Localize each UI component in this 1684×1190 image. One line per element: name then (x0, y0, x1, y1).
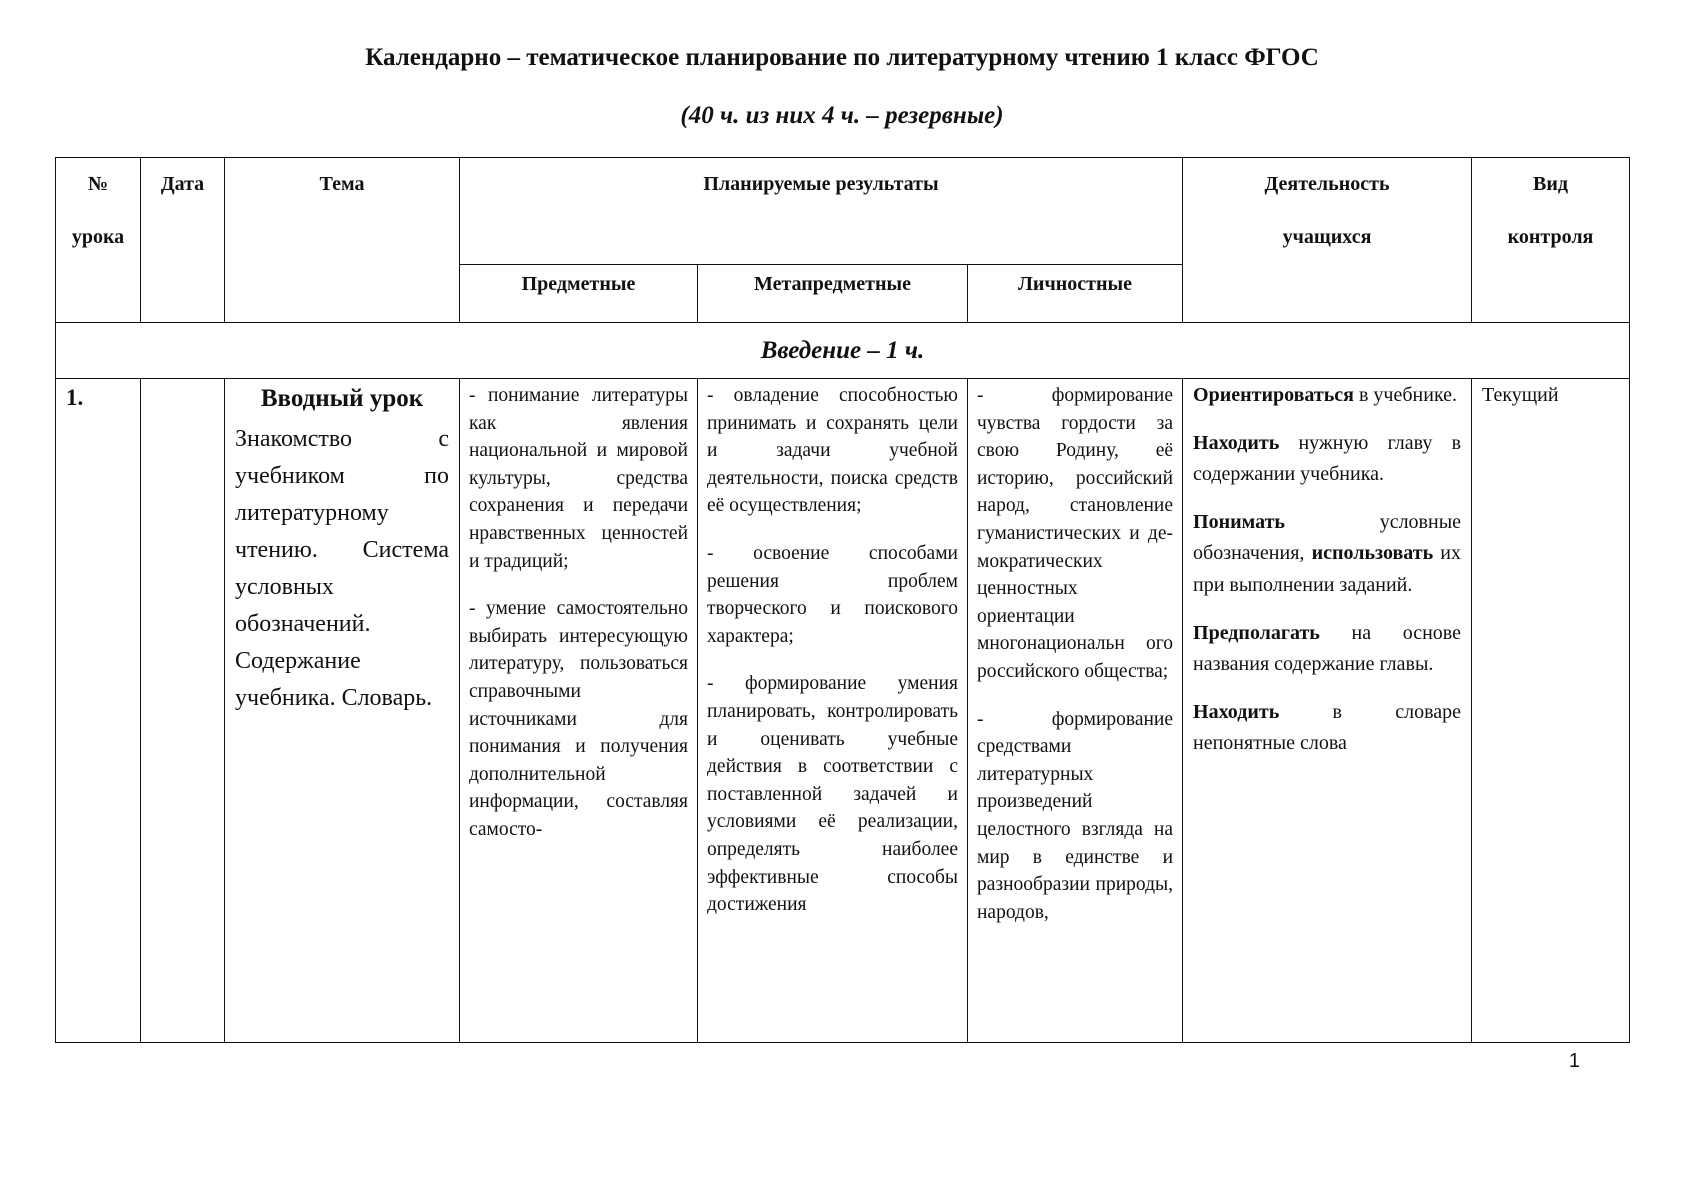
activity-verb: Находить (1193, 431, 1280, 454)
header-planned-results (460, 158, 1183, 265)
control-type (1472, 379, 1630, 1043)
topic-title: Вводный урок (260, 385, 424, 412)
header-date (141, 158, 225, 323)
subject-results (460, 379, 698, 1043)
header-num-line1: № (87, 173, 109, 195)
activity-item (1193, 380, 1461, 412)
lesson-number: 1. (56, 379, 141, 1043)
header-activity-line2: учащихся (1282, 226, 1372, 248)
activity-text: условные обозначения, (1193, 510, 1462, 565)
planning-table (55, 157, 1630, 1043)
activity-verb: Находить (1193, 700, 1280, 723)
personal-item: - формирование чувства гордости за свою Родину, её историю, российский народ, становление гуманистических и демократических ценностных ориентации многонациональн ого российского общества; (977, 385, 1174, 682)
header-subject: Предметные (460, 265, 698, 323)
section-title: Введение – 1 ч. (56, 323, 1630, 379)
header-topic (225, 158, 460, 323)
header-activity (1183, 158, 1472, 323)
activity-verb: Предполагать (1193, 621, 1320, 644)
header-meta: Метапредметные (698, 265, 968, 323)
personal-item: - формирование средствами литературных произведений целостного взгляда на мир в единстве и разнообразии природы, народов, (977, 708, 1174, 923)
document-subtitle: (40 ч. из них 4 ч. – резервные) (680, 102, 1004, 129)
header-lesson-number (56, 158, 141, 323)
activity-text: нужную главу в содержании учебника. (1193, 431, 1462, 486)
activity-text: в словаре непонятные слова (1193, 700, 1462, 755)
subject-item: - умение самостоятельно выбирать интересующую литературу, пользоваться справочными источниками для понимания и получения дополнительной информации, составляя самосто- (469, 598, 688, 840)
meta-item: - освоение способами решения проблем творческого и поискового характера; (707, 542, 958, 647)
subject-item: - понимание литературы как явления национальной и мировой культуры, средства сохранения и передачи нравственных ценностей и традиций; (469, 385, 688, 572)
activity-item (1193, 618, 1461, 681)
meta-item: - формирование умения планировать, контролировать и оценивать учебные действия в соответствии с поставленной задачей и условиями её реализации, определять наиболее эффективные способы достижения (707, 673, 958, 916)
lesson-topic (225, 379, 460, 1043)
student-activities (1183, 379, 1472, 1043)
header-control-line1: Вид (1533, 173, 1568, 195)
activity-item (1193, 697, 1461, 760)
table-row (56, 379, 1630, 1043)
activity-text: в учебнике. (1353, 384, 1458, 406)
activity-item (1193, 428, 1461, 491)
lesson-date (141, 379, 225, 1043)
section-row (56, 323, 1630, 379)
document-title: Календарно – тематическое планирование по литературному чтению 1 класс ФГОС (365, 44, 1319, 71)
activity-text: на основе названия содержание главы. (1193, 621, 1462, 676)
page-number: 1 (1568, 1050, 1580, 1072)
header-topic-label: Тема (319, 173, 365, 195)
activity-verb: использовать (1311, 542, 1434, 565)
header-control-line2: контроля (1507, 226, 1594, 248)
personal-results (968, 379, 1183, 1043)
header-activity-line1: Деятельность (1264, 173, 1390, 195)
activity-verb: Ориентироваться (1193, 384, 1354, 406)
header-num-line2: урока (71, 226, 125, 248)
control-type-value: Текущий (1482, 384, 1559, 406)
header-planned-results-label: Планируемые результаты (703, 173, 939, 195)
activity-verb: Понимать (1193, 510, 1285, 533)
meta-item: - овладение способностью принимать и сохранять цели и задачи учебной деятельности, поиска средств её осуществления; (707, 385, 958, 517)
activity-text: их при выполнении заданий. (1193, 542, 1462, 596)
activity-item (1193, 507, 1461, 602)
meta-results (698, 379, 968, 1043)
header-date-label: Дата (160, 173, 205, 195)
header-row-1 (56, 158, 1630, 265)
header-personal: Личностные (968, 265, 1183, 323)
topic-text: Знакомство с учебником по литературному чтению. Система условных обозначений. Содержание учебника. Словарь. (235, 426, 449, 711)
header-control (1472, 158, 1630, 323)
